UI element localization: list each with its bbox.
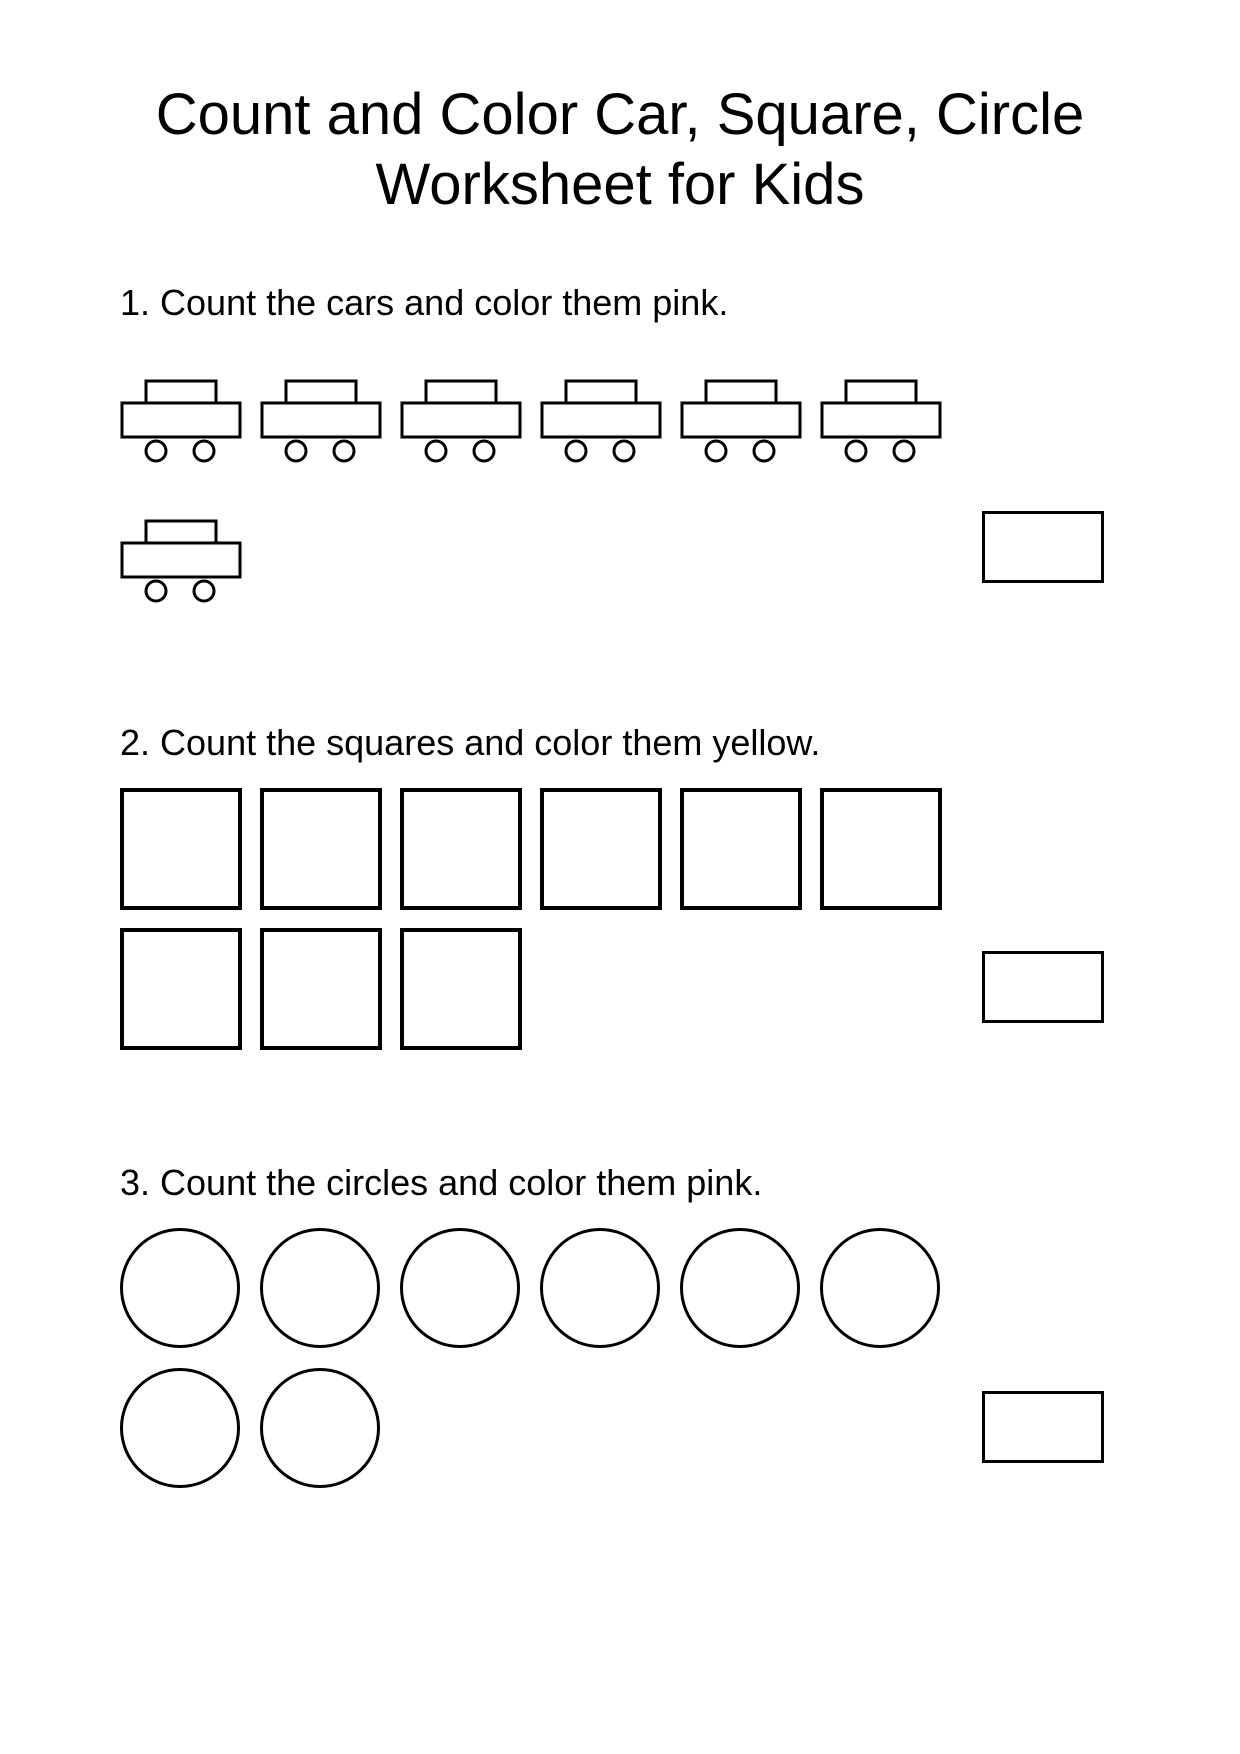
worksheet-title	[0, 80, 1240, 220]
circle-shape[interactable]	[680, 1228, 800, 1348]
car-icon[interactable]	[680, 379, 802, 470]
car-icon[interactable]	[120, 379, 242, 470]
square-shape[interactable]	[260, 788, 382, 910]
question-squares: 2. Count the squares and color them yellow.	[120, 722, 821, 763]
question-cars: 1. Count the cars and color them pink.	[120, 282, 729, 323]
circle-shape[interactable]	[120, 1228, 240, 1348]
circle-shape[interactable]	[260, 1228, 380, 1348]
answer-box-cars[interactable]	[982, 511, 1104, 583]
square-shape[interactable]	[820, 788, 942, 910]
square-shape[interactable]	[680, 788, 802, 910]
circle-shape[interactable]	[400, 1228, 520, 1348]
square-shape[interactable]	[120, 788, 242, 910]
square-shape[interactable]	[540, 788, 662, 910]
title-line-2: Worksheet for Kids	[375, 152, 865, 217]
square-shape[interactable]	[260, 928, 382, 1050]
circle-shape[interactable]	[120, 1368, 240, 1488]
square-shape[interactable]	[120, 928, 242, 1050]
square-shape[interactable]	[400, 928, 522, 1050]
question-circles: 3. Count the circles and color them pink.	[120, 1162, 763, 1203]
circle-shape[interactable]	[540, 1228, 660, 1348]
square-shape[interactable]	[400, 788, 522, 910]
circle-shape[interactable]	[260, 1368, 380, 1488]
circle-shape[interactable]	[820, 1228, 940, 1348]
car-icon[interactable]	[820, 379, 942, 470]
car-icon[interactable]	[120, 519, 242, 610]
car-icon[interactable]	[540, 379, 662, 470]
car-icon[interactable]	[260, 379, 382, 470]
answer-box-circles[interactable]	[982, 1391, 1104, 1463]
title-line-1: Count and Color Car, Square, Circle	[155, 82, 1085, 147]
answer-box-squares[interactable]	[982, 951, 1104, 1023]
car-icon[interactable]	[400, 379, 522, 470]
